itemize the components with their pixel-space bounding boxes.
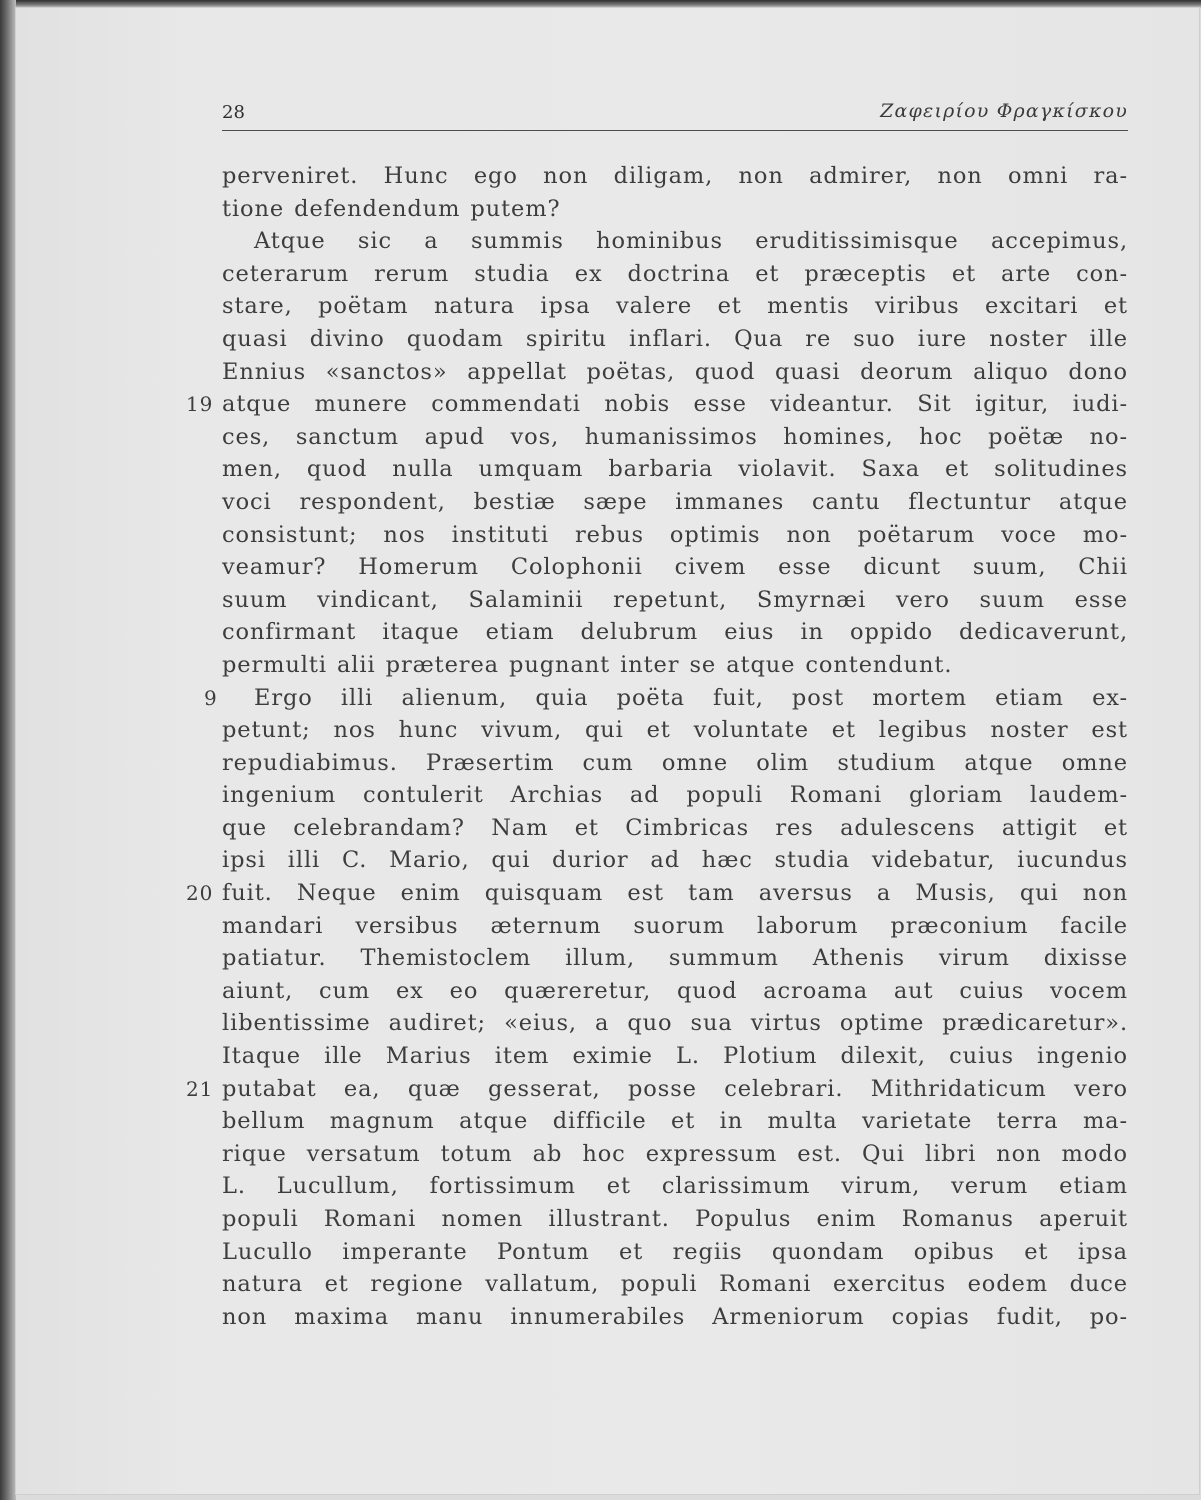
text-line: libentissime audiret; «eius, a quo sua virtus optime prædicaretur». — [222, 1010, 1128, 1037]
text-line: men, quod nulla umquam barbaria violavit. Saxa et solitudines — [222, 456, 1128, 483]
text-line: confirmant itaque etiam delubrum eius in oppido dedicaverunt, — [222, 619, 1128, 646]
text-line: Itaque ille Marius item eximie L. Plotium dilexit, cuius ingenio — [222, 1043, 1128, 1070]
text-line: suum vindicant, Salaminii repetunt, Smyrnæi vero suum esse — [222, 586, 1128, 613]
text-line: stare, poëtam natura ipsa valere et mentis viribus excitari et — [222, 293, 1128, 320]
section-number: 21 — [186, 1076, 214, 1101]
text-line: repudiabimus. Præsertim cum omne olim studium atque omne — [222, 749, 1128, 776]
text-line: bellum magnum atque difficile et in multa varietate terra ma- — [222, 1108, 1128, 1135]
page-number: 28 — [222, 102, 245, 123]
text-line: L. Lucullum, fortissimum et clarissimum virum, verum etiam — [222, 1173, 1128, 1200]
text-line: veamur? Homerum Colophonii civem esse dicunt suum, Chii — [222, 554, 1128, 581]
text-line: que celebrandam? Nam et Cimbricas res adulescens attigit et — [222, 814, 1128, 841]
section-number: 19 — [186, 392, 214, 417]
text-line: natura et regione vallatum, populi Romani exercitus eodem duce — [222, 1271, 1128, 1298]
text-line: quasi divino quodam spiritu inflari. Qua re suo iure noster ille — [222, 325, 1128, 352]
text-line: 20 fuit. Neque enim quisquam est tam aversus a Musis, qui non — [222, 877, 1128, 910]
text-line: perveniret. Hunc ego non diligam, non admirer, non omni ra- — [222, 163, 1128, 189]
section-number: 9 — [204, 685, 218, 710]
text-line: ingenium contulerit Archias ad populi Romani gloriam laudem- — [222, 782, 1128, 809]
text-line: mandari versibus æternum suorum laborum præconium facile — [222, 912, 1128, 939]
scan-top-edge — [0, 0, 1201, 8]
text-line: Ennius «sanctos» appellat poëtas, quod quasi deorum aliquo dono — [222, 358, 1128, 385]
section-number: 20 — [186, 881, 214, 906]
text-line: 21 putabat ea, quæ gesserat, posse celebrari. Mithridaticum vero — [222, 1073, 1128, 1106]
text-line: Atque sic a summis hominibus eruditissimisque accepimus, — [254, 228, 1128, 255]
text-line: voci respondent, bestiæ sæpe immanes cantu flectuntur atque — [222, 488, 1128, 515]
text-line: permulti alii præterea pugnant inter se atque contendunt. — [222, 651, 953, 678]
text-line: 9 Ergo illi alienum, quia poëta fuit, post mortem etiam ex- — [222, 682, 1128, 715]
text-line: tione defendendum putem? — [222, 195, 561, 222]
page-header — [222, 98, 1128, 131]
running-head: Ζαφειρίου Φραγκίσκου — [880, 100, 1128, 122]
text-line: petunt; nos hunc vivum, qui et voluntate et legibus noster est — [222, 717, 1128, 744]
text-line: 19 atque munere commendati nobis esse videantur. Sit igitur, iudi- — [222, 388, 1128, 421]
text-line: populi Romani nomen illustrant. Populus enim Romanus aperuit — [222, 1206, 1128, 1232]
text-line: rique versatum totum ab hoc expressum est. Qui libri non modo — [222, 1140, 1128, 1167]
text-line: aiunt, cum ex eo quæreretur, quod acroama aut cuius vocem — [222, 977, 1128, 1004]
body-text — [186, 160, 1128, 1333]
text-line: Lucullo imperante Pontum et regiis quondam opibus et ipsa — [222, 1238, 1128, 1265]
text-line: ces, sanctum apud vos, humanissimos homines, hoc poëtæ no- — [222, 423, 1128, 450]
text-line: non maxima manu innumerabiles Armeniorum copias fudit, po- — [222, 1303, 1128, 1330]
text-line: patiatur. Themistoclem illum, summum Athenis virum dixisse — [222, 945, 1128, 972]
scan-left-edge — [0, 0, 16, 1500]
text-line: consistunt; nos instituti rebus optimis non poëtarum voce mo- — [222, 521, 1128, 548]
text-line: ipsi illi C. Mario, qui durior ad hæc studia videbatur, iucundus — [222, 847, 1128, 874]
text-line: ceterarum rerum studia ex doctrina et præceptis et arte con- — [222, 260, 1128, 287]
